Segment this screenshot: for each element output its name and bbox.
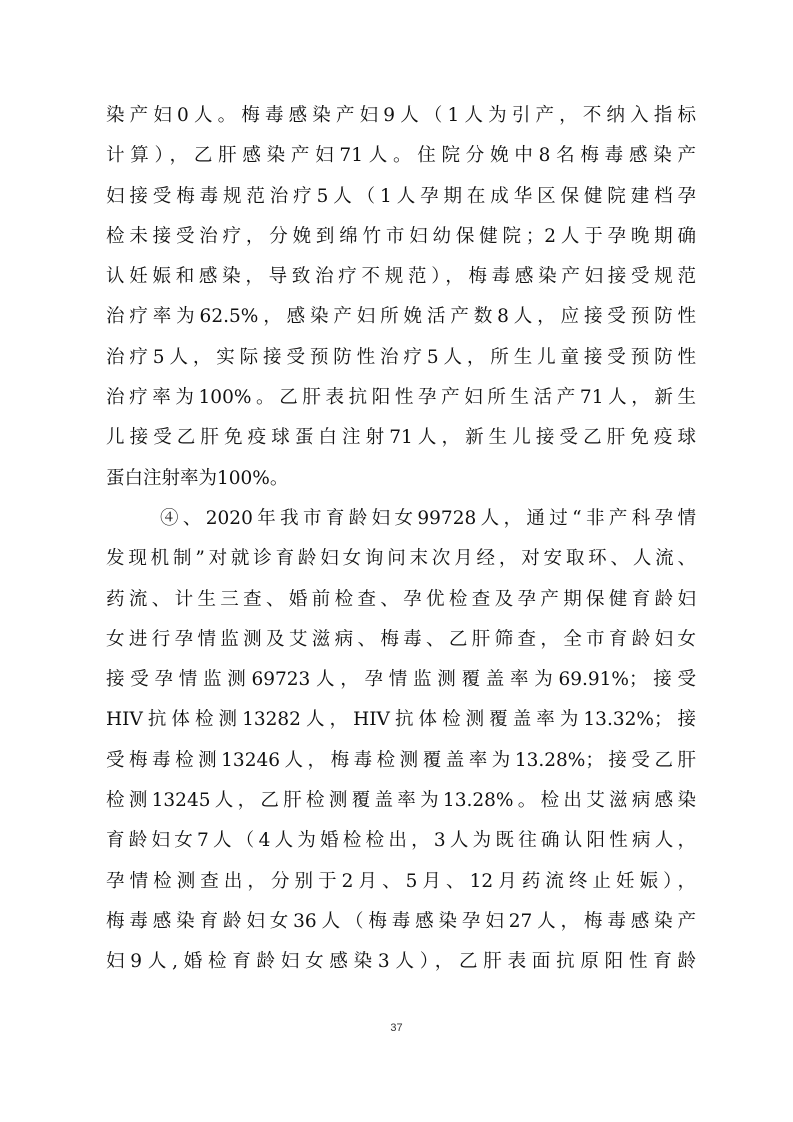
text-line: 计算），乙肝感染产妇71人。住院分娩中8名梅毒感染产 <box>106 145 696 167</box>
text-line: 妇接受梅毒规范治疗5人（1人孕期在成华区保健院建档孕 <box>106 185 696 207</box>
text-line: 染产妇0人。梅毒感染产妇9人（1人为引产，不纳入指标 <box>106 105 696 126</box>
body-text <box>106 96 696 983</box>
text-line: 梅毒感染育龄妇女36人（梅毒感染孕妇27人，梅毒感染产 <box>106 910 696 932</box>
page-number: 37 <box>390 1022 403 1034</box>
paragraph-start-line: ④、2020年我市育龄妇女99728人，通过“非产科孕情 <box>160 507 696 529</box>
text-line: 治疗率为62.5%，感染产妇所娩活产数8人，应接受预防性 <box>106 306 696 328</box>
text-line: 药流、计生三查、婚前检查、孕优检查及孕产期保健育龄妇 <box>106 588 696 610</box>
text-line: HIV抗体检测13282人，HIV抗体检测覆盖率为13.32%；接 <box>106 709 696 731</box>
text-line: 受梅毒检测13246人，梅毒检测覆盖率为13.28%；接受乙肝 <box>106 749 696 771</box>
text-line: 治疗率为100%。乙肝表抗阳性孕产妇所生活产71人，新生 <box>106 387 696 409</box>
text-line: 检测13245人，乙肝检测覆盖率为13.28%。检出艾滋病感染 <box>106 790 696 812</box>
text-line: 治疗5人，实际接受预防性治疗5人，所生儿童接受预防性 <box>106 346 696 368</box>
text-line: 认妊娠和感染，导致治疗不规范），梅毒感染产妇接受规范 <box>106 266 696 288</box>
text-line: 发现机制”对就诊育龄妇女询问末次月经，对安取环、人流、 <box>106 548 696 570</box>
text-line: 蛋白注射率为100%。 <box>106 467 289 489</box>
text-line: 育龄妇女7人（4人为婚检检出，3人为既往确认阳性病人， <box>106 830 696 852</box>
text-line: 孕情检测查出，分别于2月、5月、12月药流终止妊娠）， <box>106 870 696 892</box>
text-line: 女进行孕情监测及艾滋病、梅毒、乙肝筛查，全市育龄妇女 <box>106 628 696 650</box>
text-line: 接受孕情监测69723人，孕情监测覆盖率为69.91%；接受 <box>106 669 696 691</box>
text-line: 妇9人,婚检育龄妇女感染3人），乙肝表面抗原阳性育龄 <box>106 951 696 973</box>
text-line: 儿接受乙肝免疫球蛋白注射71人，新生儿接受乙肝免疫球 <box>106 427 696 449</box>
text-line: 检未接受治疗，分娩到绵竹市妇幼保健院；2人于孕晚期确 <box>106 225 696 247</box>
